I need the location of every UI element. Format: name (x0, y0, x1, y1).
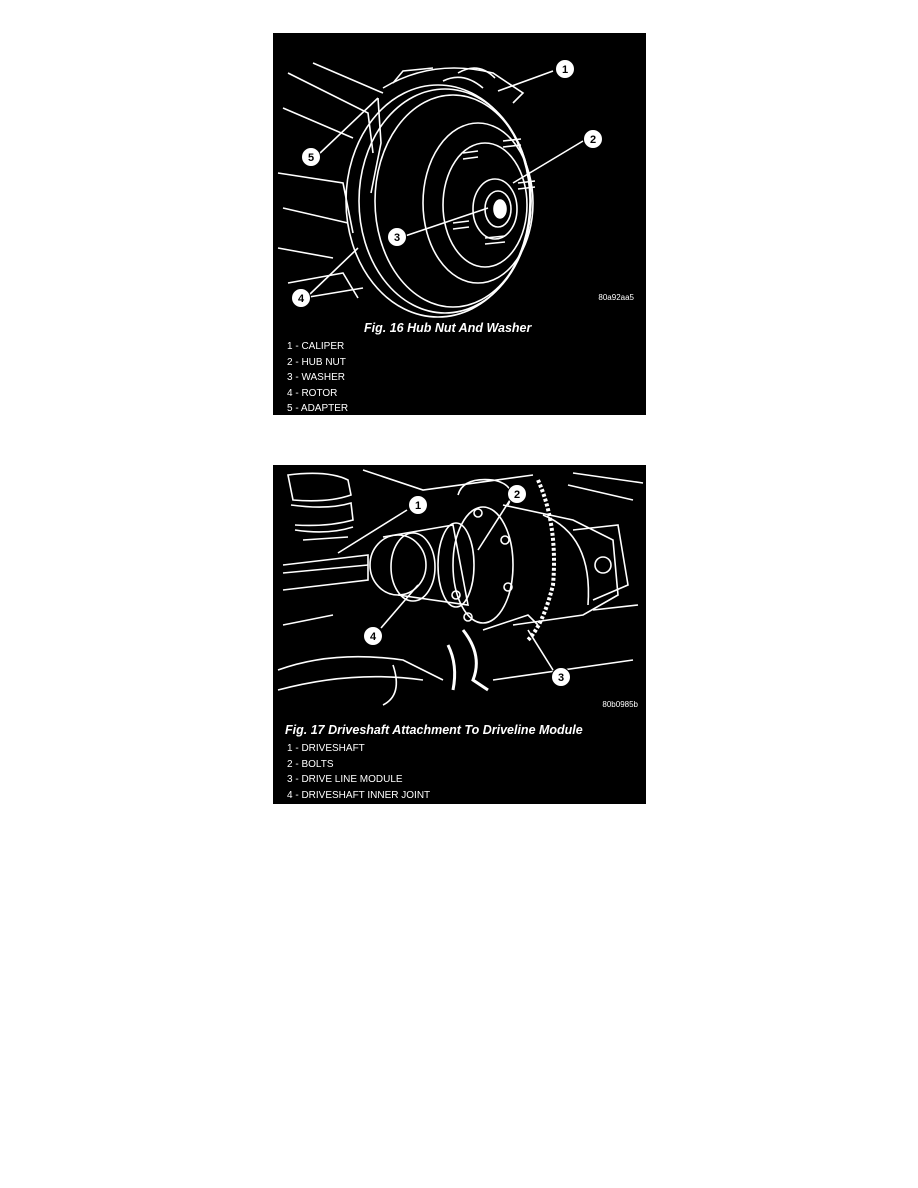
svg-text:2: 2 (513, 489, 521, 501)
legend-item: 4 - DRIVESHAFT INNER JOINT (287, 789, 431, 801)
callout-5 (302, 148, 321, 167)
figure-driveshaft-attachment (273, 465, 646, 804)
svg-text:4: 4 (297, 293, 305, 305)
figure-hub-nut-and-washer (273, 33, 646, 415)
callout-4 (292, 289, 311, 308)
figure-legend (287, 339, 348, 415)
legend-item: 3 - DRIVE LINE MODULE (287, 774, 403, 785)
svg-text:5: 5 (307, 152, 315, 164)
svg-text:4: 4 (369, 631, 377, 643)
legend-item: 1 - CALIPER (287, 341, 345, 352)
svg-text:3: 3 (557, 672, 565, 684)
callout-2 (584, 130, 603, 149)
figure-caption: Fig. 17 Driveshaft Attachment To Driveline Module (285, 723, 583, 737)
legend-item: 1 - DRIVESHAFT (287, 743, 365, 754)
legend-item: 2 - HUB NUT (287, 356, 346, 368)
figure-caption: Fig. 16 Hub Nut And Washer (364, 321, 532, 335)
figure-legend (287, 741, 430, 803)
driveshaft-illustration (273, 465, 646, 710)
callout-1 (556, 60, 575, 79)
callout-2 (508, 485, 527, 504)
svg-text:3: 3 (393, 232, 401, 244)
legend-item: 2 - BOLTS (287, 758, 334, 770)
figure-code: 80b0985b (602, 700, 638, 709)
figure-code: 80a92aa5 (598, 293, 634, 302)
legend-item: 4 - ROTOR (287, 387, 338, 399)
svg-text:1: 1 (561, 64, 569, 76)
legend-item: 3 - WASHER (287, 372, 345, 383)
callout-3 (388, 228, 407, 247)
hub-rotor-illustration (273, 33, 646, 323)
callout-4 (364, 627, 383, 646)
legend-item: 5 - ADAPTER (287, 403, 349, 414)
callout-1 (409, 496, 428, 515)
callout-3 (552, 668, 571, 687)
svg-text:1: 1 (414, 500, 422, 512)
svg-text:2: 2 (589, 134, 597, 146)
